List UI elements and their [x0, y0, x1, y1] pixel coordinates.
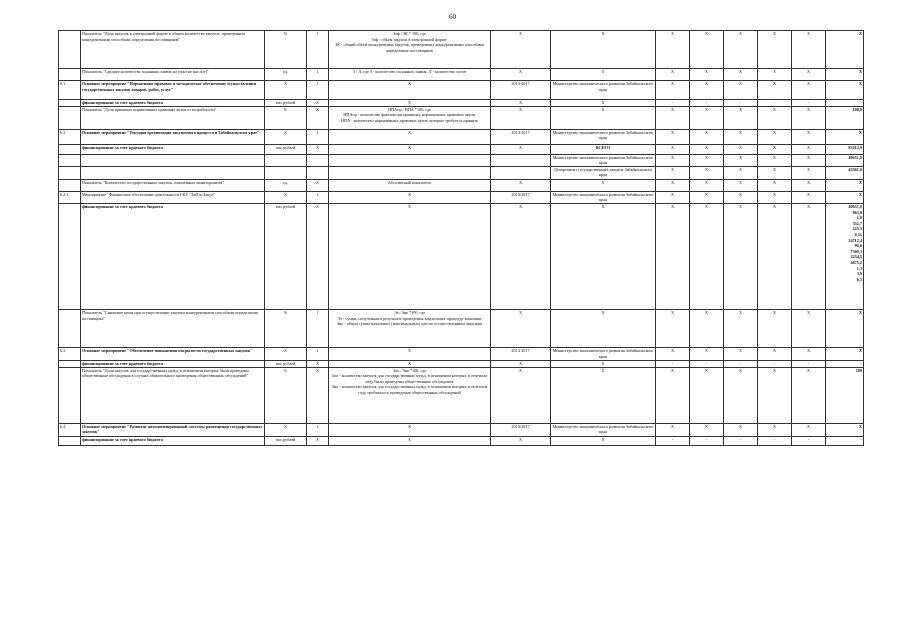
- cell-unit: тыс.рублей: [265, 144, 307, 154]
- cell-year-2018: Х: [792, 166, 826, 179]
- cell-year-2015: Х: [690, 191, 724, 203]
- cell-total: Х: [826, 81, 864, 100]
- cell-year-2018: Х: [792, 423, 826, 436]
- cell-item-name: Показатель "Количество государственных закупок, охваченных мониторингом": [81, 179, 265, 191]
- cell-year-2016: Х: [724, 154, 758, 166]
- cell-year-2016: -: [724, 100, 758, 107]
- cell-unit: тыс.рублей: [265, 360, 307, 367]
- table-row: [59, 191, 864, 203]
- cell-year-2014: -: [656, 436, 690, 445]
- cell-year-2016: Х: [724, 309, 758, 347]
- cell-year-2016: Х: [724, 347, 758, 360]
- cell-year-2015: Х: [690, 347, 724, 360]
- cell-period: [491, 154, 551, 166]
- cell-year-2017: Х: [758, 191, 792, 203]
- cell-unit: тыс.рублей: [265, 203, 307, 309]
- cell-calc-method: [329, 166, 491, 179]
- cell-year-2018: Х: [792, 144, 826, 154]
- cell-period: Х: [491, 203, 551, 309]
- cell-calc-method: Х: [329, 360, 491, 367]
- table-row: [59, 436, 864, 445]
- cell-period: 2014-2017: [491, 347, 551, 360]
- cell-weight: [307, 154, 329, 166]
- cell-total: 100: [826, 367, 864, 423]
- cell-total: 40651,0 863,0 1,0 352,7 225,3 0,51 24712,4 96,6 7506,3 2234,5 4675,2 1,3 3,9 6,5: [826, 203, 864, 309]
- cell-item-name: Основное мероприятие "Нормативно-правовое и методическое обеспечение осуществления государственных закупок товаров, работ, услуг": [81, 81, 265, 100]
- cell-item-name: финансирование за счет краевого бюджета: [81, 100, 265, 107]
- cell-year-2014: Х: [656, 106, 690, 129]
- cell-period: Х: [491, 31, 551, 69]
- cell-responsible: Министерство экономического развития Забайкальского края: [551, 191, 656, 203]
- cell-item-number: [59, 144, 81, 154]
- table-row: [59, 106, 864, 129]
- cell-year-2016: Х: [724, 166, 758, 179]
- table-row: [59, 179, 864, 191]
- cell-item-number: 6.3.: [59, 347, 81, 360]
- cell-weight: 1: [307, 129, 329, 144]
- cell-year-2014: Х: [656, 423, 690, 436]
- cell-period: Х: [491, 100, 551, 107]
- cell-responsible: ВСЕГО: [551, 144, 656, 154]
- cell-year-2017: Х: [758, 309, 792, 347]
- cell-item-name: финансирование за счет краевого бюджета: [81, 436, 265, 445]
- cell-total: Х: [826, 129, 864, 144]
- cell-period: 2014-2017: [491, 423, 551, 436]
- cell-responsible: Министерство экономического развития Забайкальского края: [551, 347, 656, 360]
- cell-year-2017: Х: [758, 179, 792, 191]
- cell-responsible: Х: [551, 367, 656, 423]
- cell-calc-method: Х: [329, 144, 491, 154]
- table-row: [59, 81, 864, 100]
- cell-period: Х: [491, 436, 551, 445]
- cell-responsible: Х: [551, 179, 656, 191]
- cell-item-number: 6.2.1.: [59, 191, 81, 203]
- cell-year-2017: -: [758, 100, 792, 107]
- cell-weight: Х: [307, 436, 329, 445]
- cell-year-2018: Х: [792, 129, 826, 144]
- cell-year-2017: Х: [758, 154, 792, 166]
- cell-calc-method: Х: [329, 423, 491, 436]
- cell-year-2018: Х: [792, 81, 826, 100]
- cell-item-name: Показатель "Доля закупок в электронной форме в общем количестве закупок, проведенных конкурентными способами определения поставщиков": [81, 31, 265, 69]
- cell-weight: [307, 166, 329, 179]
- cell-item-number: 6.1.: [59, 81, 81, 100]
- cell-calc-method: [329, 154, 491, 166]
- cell-year-2017: Х: [758, 423, 792, 436]
- cell-calc-method: Х: [329, 347, 491, 360]
- cell-year-2017: Х: [758, 203, 792, 309]
- cell-year-2016: Х: [724, 367, 758, 423]
- cell-period: Х: [491, 179, 551, 191]
- cell-item-number: 6.4.: [59, 423, 81, 436]
- cell-year-2014: Х: [656, 69, 690, 81]
- cell-responsible: Х: [551, 100, 656, 107]
- cell-period: Х: [491, 106, 551, 129]
- cell-calc-method: Х: [329, 436, 491, 445]
- cell-year-2014: Х: [656, 154, 690, 166]
- cell-year-2018: Х: [792, 179, 826, 191]
- cell-year-2017: -: [758, 436, 792, 445]
- cell-total: Х: [826, 309, 864, 347]
- cell-item-name: [81, 166, 265, 179]
- cell-year-2017: Х: [758, 81, 792, 100]
- cell-total: Х: [826, 31, 864, 69]
- cell-item-number: [59, 100, 81, 107]
- cell-item-name: Показатель "Снижение цены при осуществлении закупки конкурентными способами определения поставщика": [81, 309, 265, 347]
- cell-responsible: Министерство экономического развития Забайкальского края: [551, 154, 656, 166]
- cell-responsible: Х: [551, 360, 656, 367]
- cell-period: Х: [491, 367, 551, 423]
- cell-total: -: [826, 360, 864, 367]
- cell-unit: [265, 166, 307, 179]
- cell-year-2015: -: [690, 360, 724, 367]
- cell-year-2014: Х: [656, 191, 690, 203]
- cell-item-number: 6.2.: [59, 129, 81, 144]
- table-row: [59, 166, 864, 179]
- cell-year-2016: Х: [724, 81, 758, 100]
- cell-year-2018: Х: [792, 154, 826, 166]
- cell-unit: Х: [265, 81, 307, 100]
- cell-year-2017: -: [758, 360, 792, 367]
- cell-unit: Х: [265, 423, 307, 436]
- cell-year-2015: Х: [690, 31, 724, 69]
- cell-item-number: [59, 203, 81, 309]
- cell-year-2018: -: [792, 100, 826, 107]
- cell-period: 2014-2017: [491, 81, 551, 100]
- cell-year-2014: Х: [656, 129, 690, 144]
- cell-year-2014: Х: [656, 144, 690, 154]
- cell-year-2016: -: [724, 360, 758, 367]
- cell-item-number: [59, 166, 81, 179]
- cell-unit: %: [265, 367, 307, 423]
- cell-year-2015: Х: [690, 154, 724, 166]
- cell-weight: Х: [307, 106, 329, 129]
- cell-weight: 1: [307, 347, 329, 360]
- cell-item-number: [59, 31, 81, 69]
- cell-unit: тыс.рублей: [265, 436, 307, 445]
- table-row: [59, 144, 864, 154]
- cell-year-2017: Х: [758, 129, 792, 144]
- cell-calc-method: Эз / Зно *100, где Эз - сумма, полученная в результате проведения закупочных процедур экономии Зно - общая сумма начальных (максимальных) цен по осуществленным закупкам: [329, 309, 491, 347]
- cell-year-2016: Х: [724, 31, 758, 69]
- program-activities-table: [58, 30, 864, 446]
- cell-year-2018: Х: [792, 203, 826, 309]
- cell-unit: %: [265, 106, 307, 129]
- cell-item-name: Основное мероприятие "Обеспечение повышения открытости государственных закупок": [81, 347, 265, 360]
- cell-calc-method: З / Л, где З - количество поданных заявок, Л - количество лотов: [329, 69, 491, 81]
- cell-year-2017: Х: [758, 31, 792, 69]
- table-row: [59, 423, 864, 436]
- cell-year-2017: Х: [758, 367, 792, 423]
- cell-year-2016: Х: [724, 203, 758, 309]
- page-number: 60: [449, 13, 456, 21]
- cell-calc-method: Зоо / Зно *100, где Зоо - количество закупок для государственных нужд, в отношении которых в отчетном году были проведены общественные обсуждения Зно - количество закупок для государственных нужд, в отношении которых в отчетном году требовалось проведение общественных обсуждений: [329, 367, 491, 423]
- cell-total: -: [826, 436, 864, 445]
- cell-weight: Х: [307, 367, 329, 423]
- cell-year-2016: Х: [724, 144, 758, 154]
- cell-year-2014: Х: [656, 166, 690, 179]
- cell-year-2018: Х: [792, 309, 826, 347]
- cell-item-number: [59, 179, 81, 191]
- cell-year-2018: Х: [792, 191, 826, 203]
- cell-year-2018: Х: [792, 347, 826, 360]
- cell-year-2014: Х: [656, 203, 690, 309]
- cell-responsible: Х: [551, 106, 656, 129]
- cell-item-name: Основное мероприятие "Текущая организация закупочного процесса в Забайкальском крае": [81, 129, 265, 144]
- cell-year-2018: Х: [792, 367, 826, 423]
- cell-year-2014: Х: [656, 347, 690, 360]
- cell-year-2015: -: [690, 436, 724, 445]
- cell-calc-method: Х: [329, 129, 491, 144]
- cell-unit: ед.: [265, 179, 307, 191]
- cell-unit: тыс.рублей: [265, 100, 307, 107]
- cell-item-number: [59, 106, 81, 129]
- cell-item-number: [59, 360, 81, 367]
- cell-total: Х: [826, 347, 864, 360]
- cell-year-2014: Х: [656, 81, 690, 100]
- cell-total: 83212,0: [826, 144, 864, 154]
- cell-item-name: Основное мероприятие "Развитие автоматизированной системы размещения государственных закупок": [81, 423, 265, 436]
- cell-item-name: [81, 154, 265, 166]
- cell-responsible: Х: [551, 69, 656, 81]
- cell-year-2014: -: [656, 100, 690, 107]
- cell-responsible: Министерство экономического развития Забайкальского края: [551, 423, 656, 436]
- cell-total: Х: [826, 191, 864, 203]
- cell-item-number: [59, 367, 81, 423]
- cell-item-name: Показатель "Среднее количество поданных заявок на участие (на лот)": [81, 69, 265, 81]
- cell-weight: 1: [307, 69, 329, 81]
- cell-year-2015: Х: [690, 309, 724, 347]
- cell-year-2016: Х: [724, 423, 758, 436]
- cell-year-2015: Х: [690, 179, 724, 191]
- cell-period: Х: [491, 309, 551, 347]
- cell-unit: [265, 154, 307, 166]
- cell-item-number: [59, 436, 81, 445]
- cell-weight: Х: [307, 144, 329, 154]
- cell-year-2018: Х: [792, 31, 826, 69]
- table-row: [59, 347, 864, 360]
- cell-year-2015: Х: [690, 166, 724, 179]
- cell-total: Х: [826, 423, 864, 436]
- cell-unit: %: [265, 309, 307, 347]
- cell-item-name: финансирование за счет краевого бюджета: [81, 144, 265, 154]
- table-row: [59, 360, 864, 367]
- cell-total: 100,0: [826, 106, 864, 129]
- cell-year-2014: Х: [656, 309, 690, 347]
- cell-unit: ед.: [265, 69, 307, 81]
- cell-item-name: Показатель "Доля принятых нормативных правовых актов от потребности": [81, 106, 265, 129]
- cell-item-name: Мероприятие "Финансовое обеспечение деятельности ГКУ "ЗабГосЗакуп": [81, 191, 265, 203]
- cell-year-2014: Х: [656, 179, 690, 191]
- cell-year-2016: Х: [724, 106, 758, 129]
- cell-year-2016: Х: [724, 179, 758, 191]
- cell-year-2018: -: [792, 360, 826, 367]
- cell-responsible: Х: [551, 436, 656, 445]
- cell-unit: Х: [265, 191, 307, 203]
- cell-year-2017: Х: [758, 166, 792, 179]
- cell-responsible: Министерство экономического развития Забайкальского края: [551, 81, 656, 100]
- cell-weight: Х: [307, 179, 329, 191]
- cell-item-number: [59, 69, 81, 81]
- cell-period: Х: [491, 69, 551, 81]
- cell-total: Х: [826, 69, 864, 81]
- cell-calc-method: Х: [329, 100, 491, 107]
- cell-year-2016: -: [724, 436, 758, 445]
- cell-responsible: Департамент государственных закупок Забайкальского края: [551, 166, 656, 179]
- cell-year-2014: Х: [656, 31, 690, 69]
- cell-item-name: финансирование за счет краевого бюджета: [81, 203, 265, 309]
- table-row: [59, 154, 864, 166]
- cell-year-2018: Х: [792, 106, 826, 129]
- cell-item-number: [59, 309, 81, 347]
- cell-year-2014: -: [656, 360, 690, 367]
- cell-period: Х: [491, 144, 551, 154]
- cell-year-2015: Х: [690, 69, 724, 81]
- cell-year-2018: -: [792, 436, 826, 445]
- cell-year-2017: Х: [758, 347, 792, 360]
- cell-year-2016: Х: [724, 129, 758, 144]
- cell-responsible: Министерство экономического развития Забайкальского края: [551, 129, 656, 144]
- cell-unit: Х: [265, 129, 307, 144]
- cell-year-2014: Х: [656, 367, 690, 423]
- table-row: [59, 309, 864, 347]
- cell-period: 2014-2017: [491, 129, 551, 144]
- cell-unit: %: [265, 31, 307, 69]
- cell-year-2015: Х: [690, 144, 724, 154]
- cell-total: -: [826, 100, 864, 107]
- cell-year-2015: Х: [690, 423, 724, 436]
- cell-item-name: Показатель "Доля закупок для государственных нужд, в отношении которых были проведены общественные обсуждения в случаях обязательного проведения общественных обсуждений": [81, 367, 265, 423]
- table-row: [59, 69, 864, 81]
- cell-responsible: Х: [551, 203, 656, 309]
- cell-weight: 1: [307, 191, 329, 203]
- cell-period: 2014-2017: [491, 191, 551, 203]
- table-row: [59, 203, 864, 309]
- cell-year-2015: Х: [690, 367, 724, 423]
- cell-calc-method: Х: [329, 203, 491, 309]
- cell-year-2015: Х: [690, 81, 724, 100]
- cell-year-2016: Х: [724, 69, 758, 81]
- cell-year-2016: Х: [724, 191, 758, 203]
- table-row: [59, 31, 864, 69]
- cell-weight: Х: [307, 360, 329, 367]
- cell-year-2017: Х: [758, 144, 792, 154]
- cell-item-number: [59, 154, 81, 166]
- table-row: [59, 129, 864, 144]
- cell-period: Х: [491, 360, 551, 367]
- cell-year-2017: Х: [758, 106, 792, 129]
- cell-weight: 1: [307, 309, 329, 347]
- cell-calc-method: Х: [329, 81, 491, 100]
- cell-year-2018: Х: [792, 69, 826, 81]
- cell-responsible: Х: [551, 31, 656, 69]
- cell-item-name: финансирование за счет краевого бюджета: [81, 360, 265, 367]
- cell-weight: 1: [307, 81, 329, 100]
- cell-calc-method: Х: [329, 191, 491, 203]
- cell-total: Х: [826, 179, 864, 191]
- cell-unit: Х: [265, 347, 307, 360]
- cell-responsible: Х: [551, 309, 656, 347]
- cell-total: 40651,0: [826, 154, 864, 166]
- cell-weight: 1: [307, 423, 329, 436]
- cell-weight: 1: [307, 31, 329, 69]
- table-row: [59, 367, 864, 423]
- table-row: [59, 100, 864, 107]
- cell-year-2015: Х: [690, 106, 724, 129]
- cell-calc-method: НПАпр / НПА *100, где НПАпр - количество фактически принятых нормативных правовых актов, НПА - количество нормативных правовых актов, которые требуется принять: [329, 106, 491, 129]
- cell-weight: Х: [307, 100, 329, 107]
- cell-year-2015: Х: [690, 129, 724, 144]
- cell-period: [491, 166, 551, 179]
- cell-calc-method: Абсолютный показатель: [329, 179, 491, 191]
- cell-total: 42561,0: [826, 166, 864, 179]
- cell-year-2015: -: [690, 100, 724, 107]
- cell-year-2017: Х: [758, 69, 792, 81]
- cell-calc-method: Зэф / ЗК * 100, где Зэф - объем закупок в электронной форме; ЗК - общий объем конкурентных закупок, проведенных конкурентными способами определения поставщиков: [329, 31, 491, 69]
- cell-year-2015: Х: [690, 203, 724, 309]
- cell-weight: Х: [307, 203, 329, 309]
